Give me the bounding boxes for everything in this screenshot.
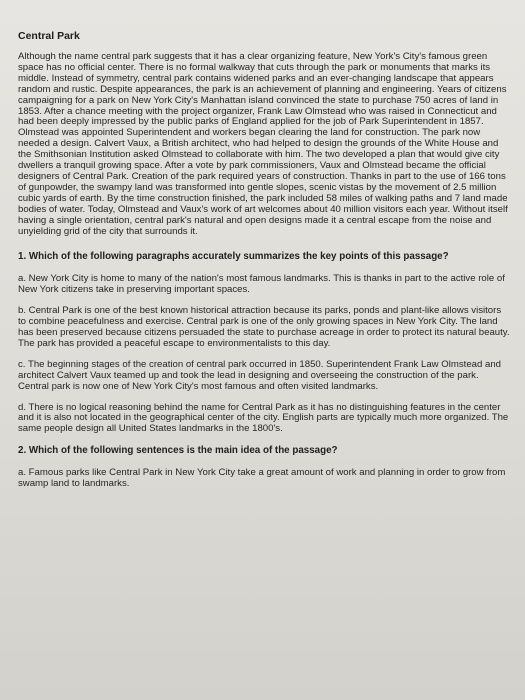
question-1-option-a[interactable]: a. New York City is home to many of the nation's most famous landmarks. This is thanks in part to the active role of New York citizens take in preserving important spaces. — [18, 273, 505, 296]
passage-paragraph: Although the name central park suggests that it has a clear organizing feature, New York's City's famous green space has no official center. There is no formal walkway that cuts through the park or monuments that marks its middle. Instead of symmetry, central park contains widened parks and an ever-changing landscape that appears random and rustic. Despite appearances, the park is an achievement of planning and engineering. Years of citizens campaigning for a park on New York City's Manhattan island convinced the state to purchase 750 acres of land in 1853. After a chance meeting with the project organizer, Frank Law Olmstead who was raised in Connecticut and had been deeply impressed by the public parks of England applied for the job of Park Superintendent in 1857. Olmstead was appointed Superintendent and workers began clearing the land for construction. The park now needed a design. Calvert Vaux, a British architect, who had helped to design the grounds of the White House and the Smithsonian Institution asked Olmstead to collaborate with him. The two developed a plan that would give city dwellers a tranquil growing space. After a vote by park commissioners, Vaux and Olmstead became the official designers of Central Park. Creation of the park required years of construction. Thanks in part to the use of 166 tons of gunpowder, the swampy land was transformed into gentle slopes, scenic vistas by the movement of 2.5 million cubic yards of earth. By the time construction finished, the park included 58 miles of walking paths and 7 land made bodies of water. Today, Olmstead and Vaux's work of art welcomes about 40 million visitors each year. Without itself having a single orientation, central park's natural and open designs made it a central escape from the noise and unyielding grid of the city that surrounds it. — [18, 51, 508, 237]
question-2: 2. Which of the following sentences is the main idea of the passage? — [18, 445, 338, 457]
question-2-option-a[interactable]: a. Famous parks like Central Park in New York City take a great amount of work and planning in order to grow from swamp land to landmarks. — [18, 467, 506, 490]
document-title: Central Park — [18, 30, 80, 42]
question-1: 1. Which of the following paragraphs accurately summarizes the key points of this passage? — [18, 251, 449, 263]
question-1-option-b[interactable]: b. Central Park is one of the best known historical attraction because its parks, ponds and plant-like allows visitors to combine peacefulness and exercise. Central park is one of the only growing spaces in New York City. The land has been preserved because citizens persuaded the state to purchase acreage in order to protect its natural beauty. The park has provided a peaceful escape to environmentalists to this day. — [18, 305, 510, 349]
question-1-option-c[interactable]: c. The beginning stages of the creation of central park occurred in 1850. Superintendent Frank Law Olmstead and architect Calvert Vaux teamed up and took the lead in designing and overseeing the construction of the park. Central park is now one of New York City's most famous and often visited landmarks. — [18, 358, 501, 392]
question-1-option-d[interactable]: d. There is no logical reasoning behind the name for Central Park as it has no distinguishing features in the center and it is also not located in the geographical center of the city. English parts are typically much more organized. The same people design all United States landmarks in the 1800's. — [18, 401, 509, 435]
